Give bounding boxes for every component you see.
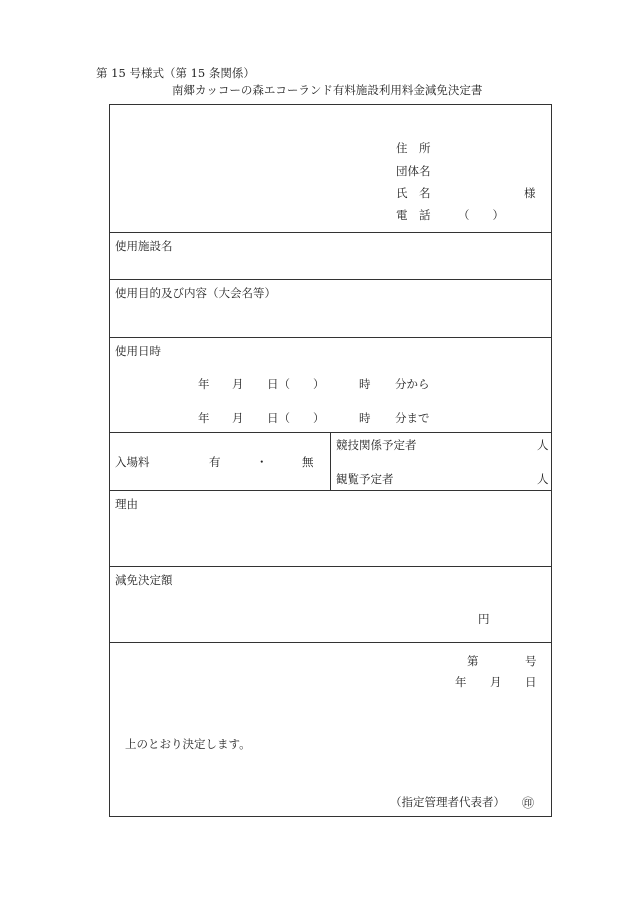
competitors-unit: 人	[537, 438, 549, 452]
start-month: 月	[232, 377, 244, 391]
admission-no: 無	[302, 455, 314, 469]
competitors-label: 競技関係予定者	[336, 438, 417, 452]
name-label: 氏 名	[396, 186, 431, 200]
decision-number-suffix: 号	[525, 654, 537, 668]
phone-parens: （ ）	[458, 208, 504, 222]
yen-unit: 円	[478, 612, 490, 626]
decision-month: 月	[490, 675, 502, 689]
phone-label: 電 話	[396, 208, 431, 222]
honorific: 様	[524, 186, 536, 200]
divider	[109, 337, 552, 338]
admission-yes: 有	[209, 455, 221, 469]
divider	[109, 490, 552, 491]
decision-number-prefix: 第	[467, 654, 479, 668]
document-title: 南郷カッコーの森エコーランド有料施設利用料金減免決定書	[172, 83, 483, 97]
seal-mark: ㊞	[522, 796, 535, 810]
form-number: 第 15 号様式（第 15 条関係）	[96, 66, 255, 80]
reason-label: 理由	[115, 497, 138, 511]
admission-label: 入場料	[115, 455, 150, 469]
address-label: 住 所	[396, 141, 431, 155]
start-day: 日（	[267, 377, 290, 391]
divider	[109, 642, 552, 643]
spectators-unit: 人	[537, 472, 549, 486]
end-hour: 時	[359, 411, 371, 425]
usage-datetime-label: 使用日時	[115, 344, 161, 358]
end-month: 月	[232, 411, 244, 425]
end-year: 年	[198, 411, 210, 425]
start-minute: 分から	[395, 377, 430, 391]
reduction-amount-label: 減免決定額	[115, 573, 173, 587]
purpose-label: 使用目的及び内容（大会名等）	[115, 286, 276, 300]
divider	[109, 566, 552, 567]
admission-separator: ・	[256, 455, 268, 469]
start-year: 年	[198, 377, 210, 391]
group-name-label: 団体名	[396, 164, 431, 178]
end-day: 日（	[267, 411, 290, 425]
decision-statement: 上のとおり決定します。	[125, 737, 251, 751]
end-minute: 分まで	[395, 411, 430, 425]
end-weekday-close: ）	[313, 411, 325, 425]
start-hour: 時	[359, 377, 371, 391]
spectators-label: 観覧予定者	[336, 472, 394, 486]
facility-label: 使用施設名	[115, 239, 173, 253]
start-weekday-close: ）	[313, 377, 325, 391]
signer-title: （指定管理者代表者）	[390, 795, 505, 809]
divider	[109, 279, 552, 280]
decision-year: 年	[455, 675, 467, 689]
decision-day: 日	[525, 675, 537, 689]
divider	[330, 432, 331, 490]
divider	[109, 232, 552, 233]
